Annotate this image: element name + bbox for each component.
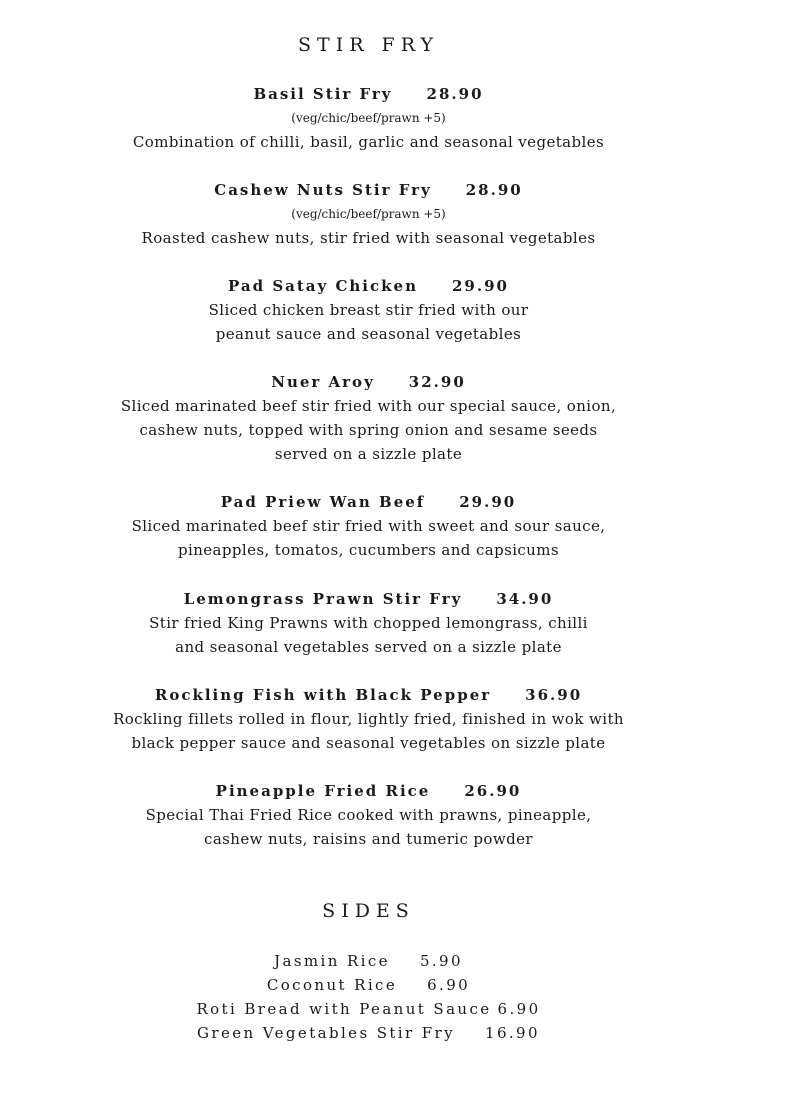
menu-item-description-line: served on a sizzle plate: [274, 445, 463, 463]
menu-item-basil-stir-fry: [0, 82, 737, 154]
menu-item-header: [0, 274, 737, 298]
menu-item-description-line: Sliced marinated beef stir fried with our special sauce, onion,: [120, 397, 617, 415]
side-item-jasmin-rice: [0, 949, 737, 973]
sides-title: SIDES: [322, 900, 415, 922]
side-item-price: 6.90: [497, 1000, 541, 1018]
menu-item-header: [0, 490, 737, 514]
menu-item-name: Rockling Fish with Black Pepper: [154, 686, 492, 704]
menu-item-description-line: pineapples, tomatos, cucumbers and capsicums: [178, 541, 559, 559]
menu-item-header: [0, 178, 737, 202]
menu-item-name: Cashew Nuts Stir Fry: [214, 181, 432, 199]
menu-item-price: 29.90: [459, 493, 517, 511]
menu-item-name: Pad Priew Wan Beef: [220, 493, 426, 511]
menu-item-header: [0, 779, 737, 803]
side-item-name: Coconut Rice: [266, 976, 398, 994]
menu-item-description-line: cashew nuts, raisins and tumeric powder: [204, 830, 533, 848]
side-item-green-vegetables: [0, 1021, 737, 1045]
menu-item-cashew-nuts-stir-fry: [0, 178, 737, 250]
menu-item-description: Roasted cashew nuts, stir fried with seasonal vegetables: [141, 229, 596, 247]
menu-item-price: 28.90: [465, 181, 523, 199]
menu-item-pad-priew-wan-beef: [0, 490, 737, 562]
menu-item-header: [0, 683, 737, 707]
menu-item-header: [0, 82, 737, 106]
menu-item-price: 26.90: [464, 782, 522, 800]
menu-item-description-line: Sliced marinated beef stir fried with sweet and sour sauce,: [131, 517, 606, 535]
menu-item-price: 32.90: [408, 373, 466, 391]
menu-item-description: Combination of chilli, basil, garlic and seasonal vegetables: [132, 133, 605, 151]
menu-item-rockling-fish: [0, 683, 737, 755]
side-item-price: 16.90: [485, 1024, 540, 1042]
menu-item-price: 36.90: [525, 686, 583, 704]
menu-item-header: [0, 587, 737, 611]
menu-item-description-line: black pepper sauce and seasonal vegetables on sizzle plate: [131, 734, 606, 752]
menu-item-name: Pineapple Fried Rice: [215, 782, 431, 800]
side-item-price: 6.90: [427, 976, 471, 994]
menu-item-description-line: Special Thai Fried Rice cooked with prawns, pineapple,: [145, 806, 592, 824]
menu-item-options: (veg/chic/beef/prawn +5): [291, 207, 446, 221]
menu-item-options: (veg/chic/beef/prawn +5): [291, 111, 446, 125]
menu-item-name: Nuer Aroy: [271, 373, 375, 391]
menu-item-price: 29.90: [451, 277, 509, 295]
side-item-name: Green Vegetables Stir Fry: [197, 1024, 455, 1042]
side-item-name: Jasmin Rice: [274, 952, 390, 970]
menu-item-name: Lemongrass Prawn Stir Fry: [183, 590, 463, 608]
menu-item-price: 34.90: [496, 590, 554, 608]
menu-item-pad-satay-chicken: [0, 274, 737, 346]
menu-item-description-line: and seasonal vegetables served on a sizzle plate: [175, 638, 562, 656]
menu-item-name: Basil Stir Fry: [253, 85, 393, 103]
menu-item-lemongrass-prawn-stir-fry: [0, 587, 737, 659]
stir-fry-title: STIR FRY: [298, 34, 439, 56]
menu-item-nuer-aroy: [0, 370, 737, 466]
menu-item-header: [0, 370, 737, 394]
side-item-roti-bread: [0, 997, 737, 1021]
menu-item-name: Pad Satay Chicken: [228, 277, 418, 295]
menu-item-price: 28.90: [426, 85, 484, 103]
sides-list: [0, 949, 737, 1045]
menu-item-description-line: Sliced chicken breast stir fried with our: [208, 301, 529, 319]
menu-item-description-line: peanut sauce and seasonal vegetables: [215, 325, 522, 343]
side-item-price: 5.90: [419, 952, 463, 970]
side-item-name: Roti Bread with Peanut Sauce: [196, 1000, 492, 1018]
menu-item-description-line: Stir fried King Prawns with chopped lemongrass, chilli: [149, 614, 588, 632]
menu-item-description-line: cashew nuts, topped with spring onion and sesame seeds: [139, 421, 598, 439]
menu-item-pineapple-fried-rice: [0, 779, 737, 851]
side-item-coconut-rice: [0, 973, 737, 997]
menu-item-description-line: Rockling fillets rolled in flour, lightly fried, finished in wok with: [113, 710, 624, 728]
